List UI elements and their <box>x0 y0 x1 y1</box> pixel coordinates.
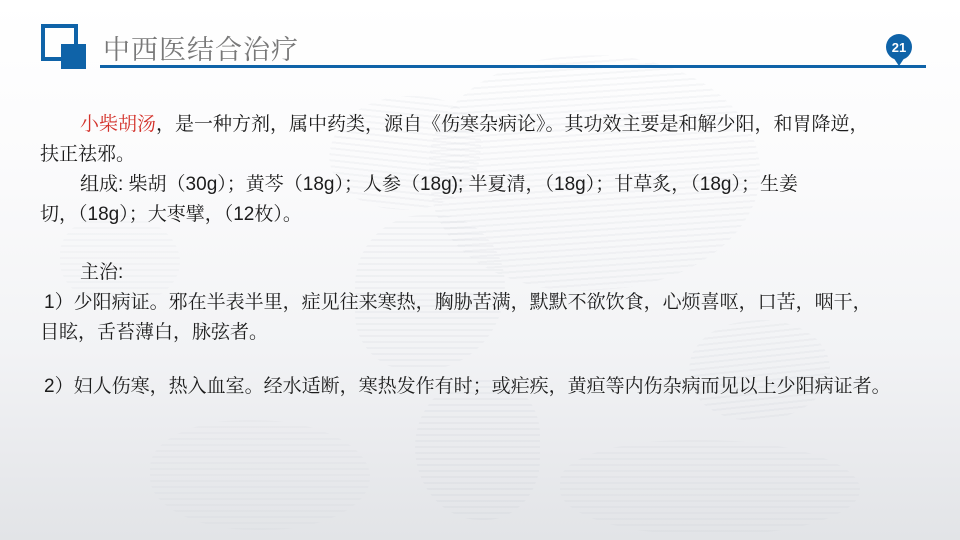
indications-heading: 主治: <box>80 262 124 283</box>
composition-line-2: 切，（18g）；大枣擘，（12枚）。 <box>40 204 302 225</box>
map-blob <box>560 440 860 535</box>
pin-tail-icon <box>893 57 905 66</box>
slide-body <box>40 110 930 402</box>
indication-1-line-1: 1）少阳病证。邪在半表半里，症见往来寒热，胸胁苦满，默默不欲饮食，心烦喜呕，口苦，咽干， <box>44 292 872 313</box>
formula-name-highlight: 小柴胡汤 <box>80 114 157 135</box>
title-decoration-square-filled <box>61 44 86 69</box>
indication-1-line-2: 目眩，舌苔薄白，脉弦者。 <box>40 322 269 343</box>
page-number-badge <box>886 34 912 66</box>
spacer <box>40 348 930 372</box>
intro-line-1 <box>40 110 930 140</box>
indication-2: 2）妇人伤寒，热入血室。经水适断，寒热发作有时；或疟疾，黄疸等内伤杂病而见以上少阳病证者。 <box>44 376 891 397</box>
title-underline <box>100 65 926 68</box>
spacer <box>40 230 930 258</box>
intro-line-2: 扶正祛邪。 <box>40 144 136 165</box>
page-title: 中西医结合治疗 <box>103 35 299 65</box>
map-blob <box>150 420 370 530</box>
intro-text: ，是一种方剂，属中药类，源自《伤寒杂病论》。其功效主要是和解少阳，和胃降逆， <box>156 114 869 135</box>
composition-line-1: 组成: 柴胡（30g）；黄芩（18g）；人参（18g); 半夏清，（18g）；甘草炙，（18g）；生姜 <box>80 174 798 195</box>
page-number: 21 <box>891 39 907 55</box>
